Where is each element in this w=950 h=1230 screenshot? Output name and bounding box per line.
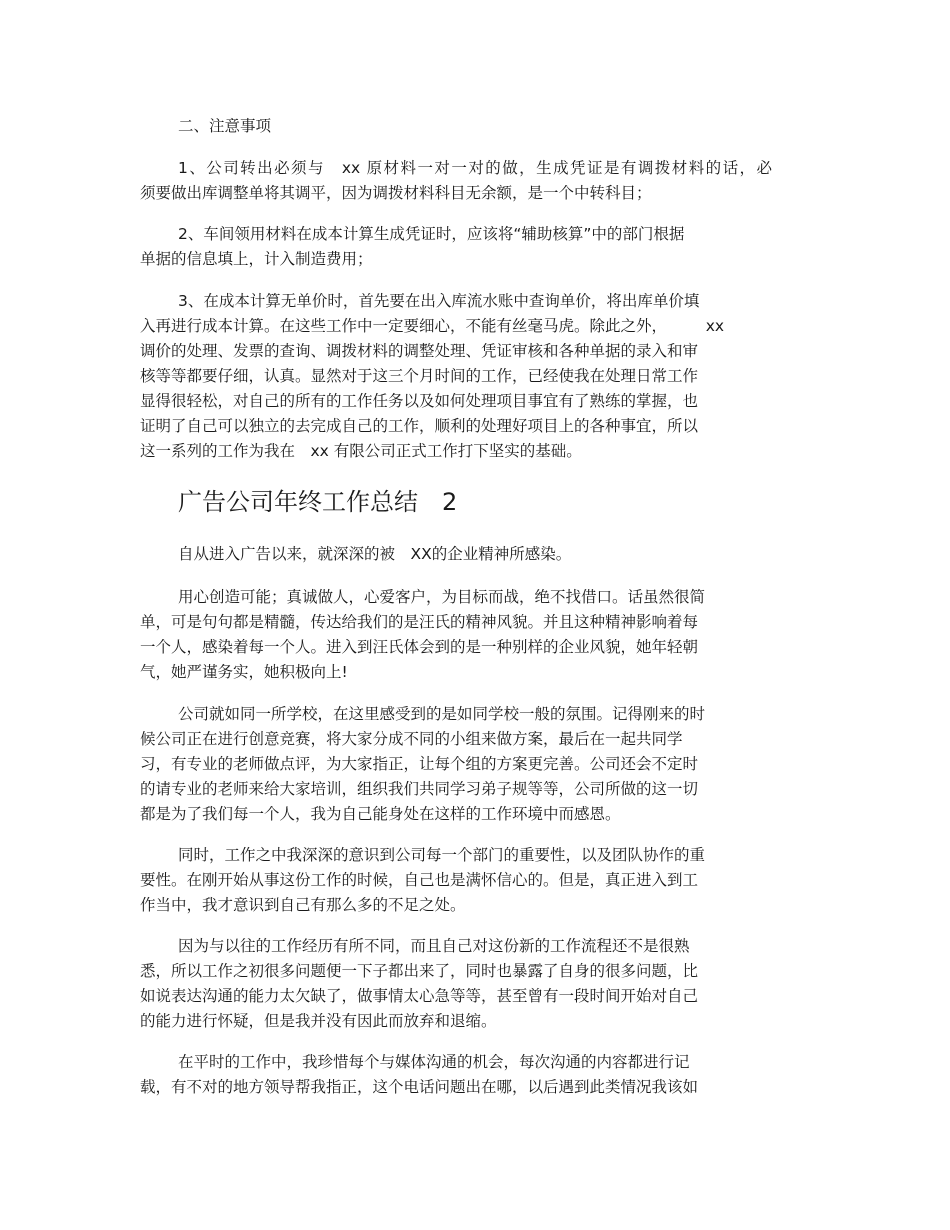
paragraph-line: 自从进入广告以来，就深深的被 XX的企业精神所感染。: [178, 545, 572, 563]
paragraph-line: 要性。在刚开始从事这份工作的时候，自己也是满怀信心的。但是，真正进入到工: [140, 871, 699, 889]
paragraph-line: 候公司正在进行创意竞赛，将大家分成不同的小组来做方案，最后在一起共同学: [140, 730, 683, 748]
paragraph-line: 用心创造可能；真诚做人，心爱客户，为目标而战，绝不找借口。话虽然很简: [178, 588, 706, 606]
paragraph-line: 须要做出库调整单将其调平，因为调拨材料科目无余额，是一个中转科目；: [140, 184, 652, 202]
paragraph-line: 3、在成本计算无单价时，首先要在出入库流水账中查询单价，将出库单价填: [178, 292, 700, 310]
section-title-block: [140, 114, 772, 139]
paragraph-line: 这一系列的工作为我在 xx 有限公司正式工作打下坚实的基础。: [140, 442, 582, 460]
paragraph-line: 单，可是句句都是精髓，传达给我们的是汪氏的精神风貌。并且这种精神影响着每: [140, 613, 699, 631]
paragraph-line: 证明了自己可以独立的去完成自己的工作，顺利的处理好项目上的各种事宜，所以: [140, 417, 699, 435]
paragraph-4: [140, 542, 772, 567]
article-heading: 广告公司年终工作总结 2: [178, 488, 458, 516]
paragraph-line: 悉，所以工作之初很多问题便一下子都出来了，同时也暴露了自身的很多问题，比: [140, 962, 699, 980]
paragraph-line: 在平时的工作中，我珍惜每个与媒体沟通的机会，每次沟通的内容都进行记: [178, 1053, 690, 1071]
paragraph-9: [140, 1050, 772, 1100]
paragraph-line: 气，她严谨务实，她积极向上!: [140, 663, 348, 681]
paragraph-line: 调价的处理、发票的查询、调拨材料的调整处理、凭证审核和各种单据的录入和审: [140, 342, 699, 360]
paragraph-line: 显得很轻松，对自己的所有的工作任务以及如何处理项目事宜有了熟练的掌握，也: [140, 392, 699, 410]
paragraph-line: 一个人，感染着每一个人。进入到汪氏体会到的是一种别样的企业风貌，她年轻朝: [140, 638, 699, 656]
paragraph-2: [140, 222, 772, 272]
paragraph-line: 公司就如同一所学校，在这里感受到的是如同学校一般的氛围。记得刚来的时: [178, 705, 706, 723]
paragraph-5: [140, 585, 772, 685]
paragraph-line: 作当中，我才意识到自己有那么多的不足之处。: [140, 896, 466, 914]
paragraph-line: 如说表达沟通的能力太欠缺了，做事情太心急等等，甚至曾有一段时间开始对自己: [140, 987, 699, 1005]
paragraph-line: 入再进行成本计算。在这些工作中一定要细心，不能有丝毫马虎。除此之外， xx: [140, 317, 725, 335]
paragraph-line: 同时，工作之中我深深的意识到公司每一个部门的重要性，以及团队协作的重: [178, 846, 706, 864]
paragraph-3: [140, 289, 772, 464]
paragraph-line: 都是为了我们每一个人，我为自己能身处在这样的工作环境中而感恩。: [140, 805, 621, 823]
paragraph-line: 2、车间领用材料在成本计算生成凭证时，应该将“辅助核算”中的部门根据: [178, 225, 685, 243]
paragraph-line: 习，有专业的老师做点评，为大家指正，让每个组的方案更完善。公司还会不定时: [140, 755, 699, 773]
paragraph-line: 核等等都要仔细，认真。显然对于这三个月时间的工作，已经使我在处理日常工作: [140, 367, 699, 385]
paragraph-line: 的请专业的老师来给大家培训，组织我们共同学习弟子规等等，公司所做的这一切: [140, 780, 699, 798]
section-title: 二、注意事项: [178, 117, 272, 135]
paragraph-line: 1、公司转出必须与 xx 原材料一对一对的做，生成凭证是有调拨材料的话，必: [178, 159, 772, 177]
paragraph-line: 的能力进行怀疑，但是我并没有因此而放弃和退缩。: [140, 1012, 497, 1030]
paragraph-1: [140, 156, 772, 206]
paragraph-line: 载，有不对的地方领导帮我指正，这个电话问题出在哪，以后遇到此类情况我该如: [140, 1078, 699, 1096]
paragraph-line: 因为与以往的工作经历有所不同，而且自己对这份新的工作流程还不是很熟: [178, 937, 690, 955]
paragraph-6: [140, 702, 772, 827]
paragraph-line: 单据的信息填上，计入制造费用；: [140, 250, 373, 268]
paragraph-8: [140, 934, 772, 1034]
paragraph-7: [140, 843, 772, 918]
